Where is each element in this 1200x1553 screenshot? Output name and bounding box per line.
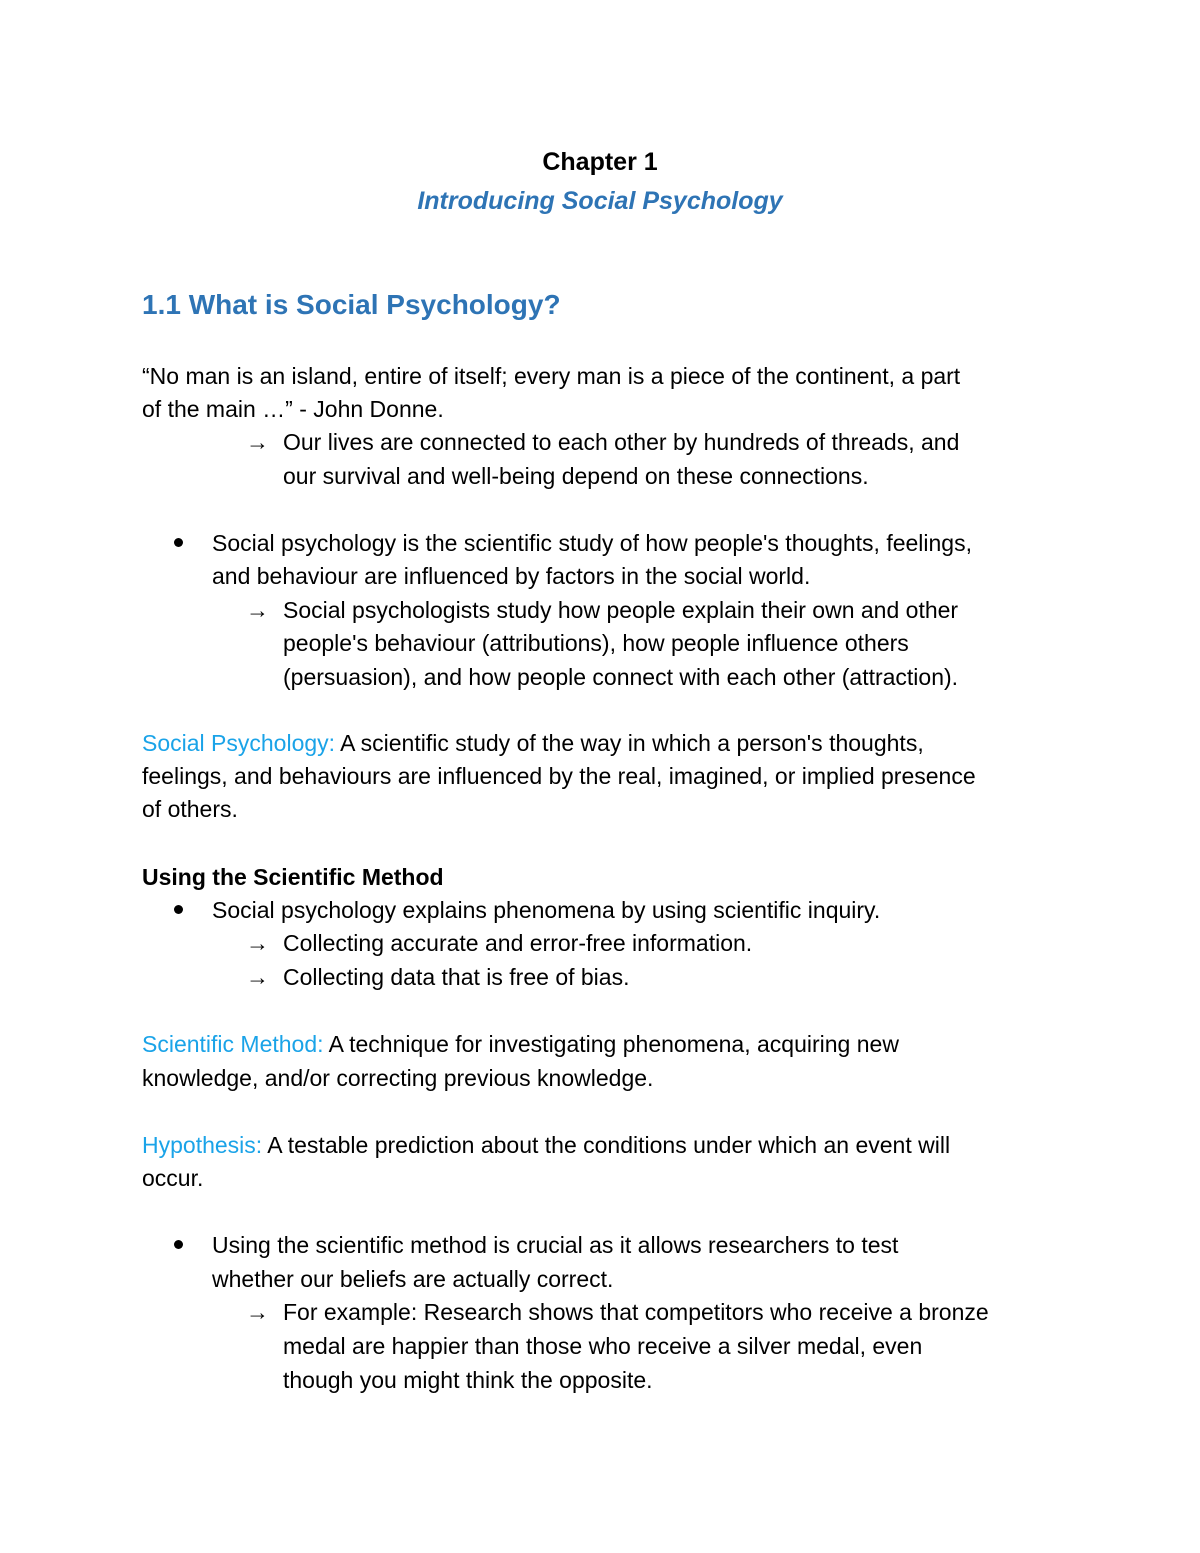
bullet1-sub-line-3: (persuasion), and how people connect with each other (attraction). xyxy=(283,664,959,690)
bullet-icon xyxy=(174,538,183,547)
bullet-icon xyxy=(174,905,183,914)
scientific-method-sub-2: Collecting data that is free of bias. xyxy=(283,964,630,990)
definition-method-line-2: knowledge, and/or correcting previous knowledge. xyxy=(142,1065,654,1091)
definition-scientific-method xyxy=(142,1029,899,1059)
bullet1-line-2: and behaviour are influenced by factors in the social world. xyxy=(212,563,811,589)
definition-term: Social Psychology: xyxy=(142,730,336,756)
quote-note-line-1: Our lives are connected to each other by hundreds of threads, and xyxy=(283,429,960,455)
final-bullet-line-1: Using the scientific method is crucial as it allows researchers to test xyxy=(212,1232,899,1258)
definition-hypothesis xyxy=(142,1130,950,1160)
definition-hypothesis-line-2: occur. xyxy=(142,1165,204,1191)
arrow-icon: → xyxy=(246,1299,269,1325)
quote-line-1: “No man is an island, entire of itself; every man is a piece of the continent, a part xyxy=(142,363,961,389)
definition-text: A scientific study of the way in which a person's thoughts, xyxy=(335,730,924,756)
definition-social-line-2: feelings, and behaviours are influenced by the real, imagined, or implied presence xyxy=(142,763,976,789)
final-sub-line-3: though you might think the opposite. xyxy=(283,1367,653,1393)
scientific-method-sub-1: Collecting accurate and error-free information. xyxy=(283,930,753,956)
arrow-icon: → xyxy=(246,930,269,956)
definition-social-psychology xyxy=(142,728,924,758)
arrow-icon: → xyxy=(246,429,269,455)
definition-text: A technique for investigating phenomena, acquiring new xyxy=(323,1031,899,1057)
arrow-icon: → xyxy=(246,597,269,623)
bullet1-line-1: Social psychology is the scientific study of how people's thoughts, feelings, xyxy=(212,530,972,556)
bullet1-sub-line-1: Social psychologists study how people explain their own and other xyxy=(283,597,959,623)
definition-term: Scientific Method: xyxy=(142,1031,324,1057)
arrow-icon: → xyxy=(246,964,269,990)
definition-term: Hypothesis: xyxy=(142,1132,263,1158)
scientific-method-bullet: Social psychology explains phenomena by using scientific inquiry. xyxy=(212,897,881,923)
quote-line-2: of the main …” - John Donne. xyxy=(142,396,444,422)
chapter-subtitle: Introducing Social Psychology xyxy=(417,187,783,215)
definition-text: A testable prediction about the conditions under which an event will xyxy=(262,1132,951,1158)
final-sub-line-2: medal are happier than those who receive a silver medal, even xyxy=(283,1333,923,1359)
section-heading: 1.1 What is Social Psychology? xyxy=(142,289,561,320)
final-bullet-line-2: whether our beliefs are actually correct. xyxy=(212,1266,614,1292)
bullet1-sub-line-2: people's behaviour (attributions), how people influence others xyxy=(283,630,909,656)
final-sub-line-1: For example: Research shows that competitors who receive a bronze xyxy=(283,1299,989,1325)
subheading-scientific-method: Using the Scientific Method xyxy=(142,864,444,890)
chapter-title: Chapter 1 xyxy=(542,148,658,176)
quote-note-line-2: our survival and well-being depend on these connections. xyxy=(283,463,869,489)
bullet-icon xyxy=(174,1240,183,1249)
definition-social-line-3: of others. xyxy=(142,796,238,822)
